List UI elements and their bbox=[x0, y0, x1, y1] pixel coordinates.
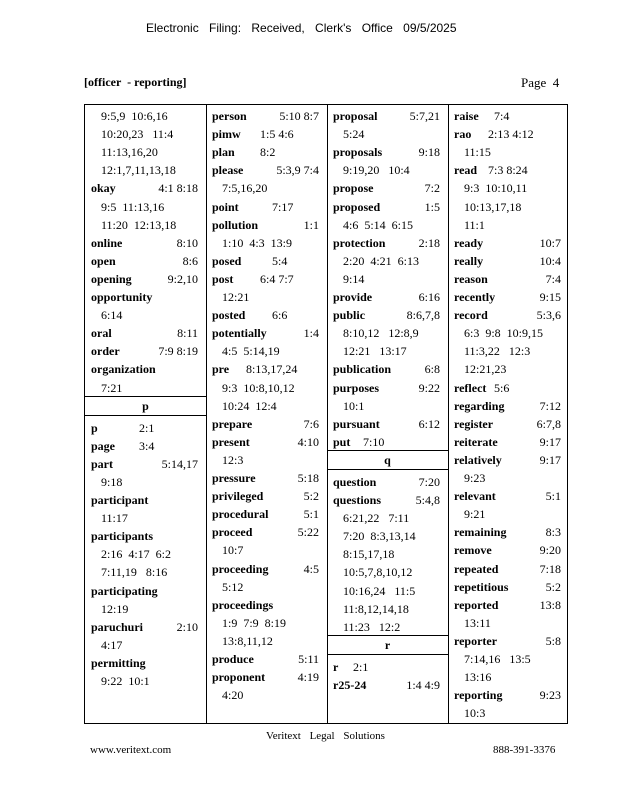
index-entry bbox=[212, 360, 323, 378]
index-entry bbox=[91, 252, 202, 270]
index-term: proceed bbox=[212, 525, 253, 540]
index-term: point bbox=[212, 199, 239, 214]
page-line-refs: 10:7 bbox=[539, 235, 561, 250]
index-entry bbox=[91, 419, 202, 437]
index-column bbox=[327, 105, 448, 723]
index-term: permitting bbox=[91, 655, 146, 670]
word-index-grid bbox=[84, 104, 568, 724]
page-line-refs: 8:11 bbox=[177, 326, 198, 341]
page-line-refs: 12:21 13:17 bbox=[343, 344, 407, 359]
page-line-refs: 11:23 12:2 bbox=[343, 619, 401, 634]
index-entry bbox=[333, 107, 444, 125]
index-term: relatively bbox=[454, 452, 502, 467]
page-line-refs: 7:5,16,20 bbox=[222, 181, 268, 196]
page-line-refs: 7:18 bbox=[539, 561, 561, 576]
index-term: repetitious bbox=[454, 579, 509, 594]
page-line-refs: 9:17 bbox=[539, 452, 561, 467]
index-entry bbox=[212, 216, 323, 234]
page-line-refs: 5:2 bbox=[545, 579, 561, 594]
index-term: raise bbox=[454, 109, 479, 123]
index-entry bbox=[333, 491, 444, 509]
page-line-refs: 9:19,20 10:4 bbox=[343, 163, 410, 178]
page-line-refs: 13:11 bbox=[464, 615, 491, 630]
page-line-refs: 7:12 bbox=[539, 398, 561, 413]
index-entry bbox=[212, 560, 323, 578]
page-line-refs: 6:3 9:8 10:9,15 bbox=[464, 326, 544, 341]
index-term: questions bbox=[333, 493, 382, 507]
page-line-refs: 6:14 bbox=[101, 308, 123, 323]
page-line-refs: 2:20 4:21 6:13 bbox=[343, 253, 420, 268]
index-entry bbox=[454, 541, 565, 559]
letter-heading: q bbox=[327, 450, 448, 470]
page-line-refs: 5:8 bbox=[545, 633, 561, 648]
page-line-refs: 9:22 bbox=[418, 380, 440, 395]
index-term: potentially bbox=[212, 326, 267, 341]
index-term: posted bbox=[212, 308, 246, 323]
page-line-refs: 11:17 bbox=[101, 511, 128, 526]
index-term: remaining bbox=[454, 525, 507, 540]
page-line-refs: 4:19 bbox=[297, 670, 319, 685]
page-line-refs: 8:10 bbox=[176, 235, 198, 250]
index-term: pimw bbox=[212, 127, 241, 142]
index-entry bbox=[212, 596, 323, 614]
index-entry bbox=[333, 288, 444, 306]
index-term: proceedings bbox=[212, 597, 274, 612]
index-entry bbox=[212, 161, 323, 179]
page-line-refs: 1:1 bbox=[303, 217, 319, 232]
page-line-refs: 4:10 bbox=[297, 434, 319, 449]
page-line-refs: 1:4 bbox=[303, 326, 319, 341]
page-line-refs: 9:17 bbox=[539, 434, 561, 449]
index-term: open bbox=[91, 253, 116, 268]
index-entry bbox=[91, 527, 202, 545]
index-entry bbox=[333, 234, 444, 252]
index-term: question bbox=[333, 474, 377, 489]
index-term: proposed bbox=[333, 199, 381, 214]
index-entry bbox=[212, 143, 323, 161]
index-term: posed bbox=[212, 253, 242, 268]
index-term: p bbox=[91, 420, 98, 435]
index-entry bbox=[454, 451, 565, 469]
index-entry bbox=[333, 473, 444, 491]
page-line-refs: 8:13,17,24 bbox=[246, 362, 298, 377]
index-entry bbox=[212, 433, 323, 451]
page-line-refs: 1:5 bbox=[424, 199, 440, 214]
index-term: r25-24 bbox=[333, 677, 367, 692]
index-entry bbox=[212, 650, 323, 668]
index-entry bbox=[454, 288, 565, 306]
index-term: protection bbox=[333, 235, 386, 250]
page-line-refs: 7:14,16 13:5 bbox=[464, 652, 531, 666]
index-entry bbox=[454, 397, 565, 415]
index-entry bbox=[91, 618, 202, 636]
page-line-refs: 13:8,11,12 bbox=[222, 633, 273, 648]
page-line-refs: 1:10 4:3 13:9 bbox=[222, 235, 293, 250]
page-line-refs: 9:2,10 bbox=[167, 271, 198, 286]
index-column bbox=[85, 105, 206, 723]
index-entry bbox=[91, 455, 202, 473]
page-line-refs: 13:8 bbox=[539, 597, 561, 612]
index-entry bbox=[454, 596, 565, 614]
page-line-refs: 10:4 bbox=[539, 253, 561, 268]
index-term: reporting bbox=[454, 688, 503, 703]
page-line-refs: 2:1 bbox=[353, 659, 369, 674]
index-entry bbox=[91, 491, 202, 509]
page-line-refs: 7:9 8:19 bbox=[158, 344, 198, 359]
page-line-refs: 9:14 bbox=[343, 271, 365, 286]
page-line-refs: 4:6 5:14 6:15 bbox=[343, 217, 414, 232]
index-term: privileged bbox=[212, 489, 264, 504]
index-entry bbox=[91, 324, 202, 342]
index-term: ready bbox=[454, 235, 484, 250]
index-entry bbox=[212, 668, 323, 686]
page-line-refs: 9:23 bbox=[539, 688, 561, 703]
page-line-refs: 6:16 bbox=[418, 290, 440, 304]
page-line-refs: 10:7 bbox=[222, 543, 244, 558]
index-entry bbox=[454, 270, 565, 288]
page-line-refs: 5:4 bbox=[272, 253, 288, 268]
page-line-refs: 4:5 bbox=[303, 561, 319, 576]
page-line-refs: 9:5 11:13,16 bbox=[101, 199, 165, 214]
index-entry bbox=[454, 125, 565, 143]
index-entry bbox=[454, 234, 565, 252]
footer-phone: 888-391-3376 bbox=[493, 744, 556, 756]
index-entry bbox=[212, 306, 323, 324]
page-line-refs: 5:3,9 7:4 bbox=[276, 163, 319, 178]
index-entry bbox=[212, 270, 323, 288]
page-line-refs: 4:1 8:18 bbox=[158, 181, 198, 196]
index-term: proposal bbox=[333, 109, 378, 123]
index-entry bbox=[91, 360, 202, 378]
index-term: propose bbox=[333, 181, 374, 196]
index-term: opportunity bbox=[91, 290, 153, 304]
page-line-refs: 10:20,23 11:4 bbox=[101, 127, 174, 142]
index-entry bbox=[212, 107, 323, 125]
page-line-refs: 5:11 bbox=[298, 652, 319, 666]
page-line-refs: 5:7,21 bbox=[409, 109, 440, 123]
index-entry bbox=[212, 523, 323, 541]
index-term: pre bbox=[212, 362, 230, 377]
index-entry bbox=[333, 658, 444, 676]
index-entry bbox=[454, 161, 565, 179]
page-line-refs: 9:18 bbox=[418, 145, 440, 160]
page-line-refs: 2:10 bbox=[176, 619, 198, 634]
page-line-refs: 5:24 bbox=[343, 127, 365, 142]
index-term: relevant bbox=[454, 489, 496, 504]
index-entry bbox=[91, 654, 202, 672]
page-line-refs: 7:4 bbox=[545, 271, 561, 286]
index-term: procedural bbox=[212, 507, 269, 522]
page-line-refs: 8:15,17,18 bbox=[343, 547, 395, 562]
index-term: pressure bbox=[212, 471, 256, 485]
index-entry bbox=[454, 560, 565, 578]
page-line-refs: 13:16 bbox=[464, 670, 492, 685]
index-term: reiterate bbox=[454, 434, 498, 449]
filing-stamp: Electronic Filing: Received, Clerk's Office 09/5/2025 bbox=[146, 21, 457, 35]
index-term: participants bbox=[91, 529, 154, 544]
page-line-refs: 12:21,23 bbox=[464, 362, 507, 377]
page-line-refs: 10:1 bbox=[343, 398, 365, 413]
page-line-refs: 1:9 7:9 8:19 bbox=[222, 615, 287, 630]
page-line-refs: 4:17 bbox=[101, 637, 123, 652]
index-term: read bbox=[454, 163, 478, 178]
page-line-refs: 10:24 12:4 bbox=[222, 398, 277, 413]
footer-company: Veritext Legal Solutions bbox=[266, 730, 385, 742]
index-term: reason bbox=[454, 271, 488, 286]
index-term: proposals bbox=[333, 145, 383, 160]
page-line-refs: 8:10,12 12:8,9 bbox=[343, 326, 419, 341]
index-term: record bbox=[454, 308, 488, 323]
page-line-refs: 5:4,8 bbox=[415, 493, 440, 507]
index-entry bbox=[333, 676, 444, 694]
page-line-refs: 5:1 bbox=[303, 507, 319, 522]
page-line-refs: 6:4 7:7 bbox=[260, 271, 294, 286]
index-term: okay bbox=[91, 181, 116, 196]
index-entry bbox=[212, 487, 323, 505]
page-line-refs: 2:18 bbox=[418, 235, 440, 250]
page-line-refs: 11:20 12:13,18 bbox=[101, 217, 177, 232]
index-entry bbox=[454, 306, 565, 324]
page-line-refs: 10:5,7,8,10,12 bbox=[343, 565, 413, 580]
index-term: online bbox=[91, 235, 123, 250]
index-term: opening bbox=[91, 271, 132, 286]
index-entry bbox=[454, 252, 565, 270]
page-line-refs: 11:13,16,20 bbox=[101, 145, 158, 160]
page-line-refs: 5:1 bbox=[545, 489, 561, 504]
index-term: pollution bbox=[212, 217, 259, 232]
page-line-refs: 7:20 bbox=[418, 474, 440, 489]
index-term: part bbox=[91, 456, 113, 471]
index-term: proceeding bbox=[212, 561, 269, 576]
page-line-refs: 3:4 bbox=[139, 438, 155, 453]
page-line-refs: 5:18 bbox=[297, 471, 319, 485]
index-term: prepare bbox=[212, 416, 253, 431]
index-term: really bbox=[454, 253, 484, 268]
index-term: proponent bbox=[212, 670, 266, 685]
page-line-refs: 6:21,22 7:11 bbox=[343, 511, 410, 526]
index-term: r bbox=[333, 659, 339, 674]
page-line-refs: 5:12 bbox=[222, 579, 244, 594]
index-entry bbox=[91, 270, 202, 288]
page-line-refs: 11:15 bbox=[464, 145, 491, 160]
page-line-refs: 11:1 bbox=[464, 217, 485, 232]
letter-heading: r bbox=[327, 635, 448, 655]
page-line-refs: 2:13 4:12 bbox=[488, 127, 534, 142]
page-line-refs: 7:20 8:3,13,14 bbox=[343, 529, 416, 544]
index-entry bbox=[454, 379, 565, 397]
index-entry bbox=[333, 179, 444, 197]
index-term: produce bbox=[212, 652, 254, 666]
index-column bbox=[448, 105, 569, 723]
index-entry bbox=[212, 324, 323, 342]
page-line-refs: 11:3,22 12:3 bbox=[464, 344, 531, 359]
index-entry bbox=[91, 437, 202, 455]
page-line-refs: 2:1 bbox=[139, 420, 155, 435]
page-line-refs: 6:6 bbox=[272, 308, 288, 323]
page-line-refs: 7:11,19 8:16 bbox=[101, 565, 168, 580]
index-term: put bbox=[333, 434, 351, 449]
page-line-refs: 5:3,6 bbox=[536, 308, 561, 323]
index-entry bbox=[454, 487, 565, 505]
page-line-refs: 9:21 bbox=[464, 507, 486, 522]
index-term: participating bbox=[91, 583, 158, 598]
index-entry bbox=[212, 125, 323, 143]
page-line-refs: 5:22 bbox=[297, 525, 319, 540]
index-term: plan bbox=[212, 145, 235, 160]
index-term: paruchuri bbox=[91, 619, 144, 634]
index-term: repeated bbox=[454, 561, 499, 576]
index-entry bbox=[454, 433, 565, 451]
page-line-refs: 9:22 10:1 bbox=[101, 674, 150, 688]
page-line-refs: 7:21 bbox=[101, 380, 123, 395]
page-line-refs: 7:17 bbox=[272, 199, 294, 214]
index-entry bbox=[333, 198, 444, 216]
page-line-refs: 8:2 bbox=[260, 145, 276, 160]
index-entry bbox=[333, 415, 444, 433]
index-entry bbox=[454, 415, 565, 433]
index-term: rao bbox=[454, 127, 472, 142]
page-line-refs: 12:3 bbox=[222, 452, 244, 467]
index-entry bbox=[333, 360, 444, 378]
index-term: purposes bbox=[333, 380, 380, 395]
index-term: publication bbox=[333, 362, 392, 377]
index-entry bbox=[91, 288, 202, 306]
index-term: order bbox=[91, 344, 120, 359]
index-entry bbox=[212, 415, 323, 433]
index-range: [officer - reporting] bbox=[84, 75, 187, 89]
index-term: pursuant bbox=[333, 416, 380, 431]
index-term: present bbox=[212, 434, 250, 449]
page-line-refs: 7:6 bbox=[303, 416, 319, 431]
footer-website: www.veritext.com bbox=[90, 744, 172, 756]
page-line-refs: 12:1,7,11,13,18 bbox=[101, 163, 176, 178]
index-term: post bbox=[212, 271, 234, 286]
index-term: regarding bbox=[454, 398, 505, 413]
index-entry bbox=[212, 252, 323, 270]
page-line-refs: 6:7,8 bbox=[536, 416, 561, 431]
index-entry bbox=[333, 433, 444, 451]
index-column bbox=[206, 105, 327, 723]
page-line-refs: 4:20 bbox=[222, 688, 244, 703]
index-term: please bbox=[212, 163, 244, 178]
index-term: provide bbox=[333, 290, 373, 304]
page-line-refs: 11:8,12,14,18 bbox=[343, 601, 409, 616]
index-entry bbox=[91, 582, 202, 600]
index-term: organization bbox=[91, 362, 156, 377]
index-term: public bbox=[333, 308, 366, 323]
index-entry bbox=[212, 505, 323, 523]
page-line-refs: 7:10 bbox=[363, 434, 385, 449]
index-entry bbox=[454, 632, 565, 650]
index-term: person bbox=[212, 109, 247, 123]
page-line-refs: 9:5,9 10:6,16 bbox=[101, 109, 168, 123]
index-term: register bbox=[454, 416, 494, 431]
index-entry bbox=[91, 342, 202, 360]
page-line-refs: 2:16 4:17 6:2 bbox=[101, 547, 172, 562]
page-line-refs: 9:20 bbox=[539, 543, 561, 558]
page-line-refs: 10:3 bbox=[464, 706, 486, 721]
page-line-refs: 5:2 bbox=[303, 489, 319, 504]
index-entry bbox=[454, 578, 565, 596]
letter-heading: p bbox=[85, 396, 206, 416]
index-term: reflect bbox=[454, 380, 487, 395]
index-entry bbox=[91, 179, 202, 197]
index-term: page bbox=[91, 438, 115, 453]
page-line-refs: 8:3 bbox=[545, 525, 561, 540]
index-entry bbox=[333, 143, 444, 161]
page-line-refs: 4:5 5:14,19 bbox=[222, 344, 280, 359]
page-line-refs: 5:6 bbox=[494, 380, 510, 395]
page-line-refs: 8:6 bbox=[182, 253, 198, 268]
page-line-refs: 6:8 bbox=[424, 362, 440, 377]
page-line-refs: 12:19 bbox=[101, 601, 129, 616]
index-entry bbox=[212, 198, 323, 216]
page-line-refs: 9:15 bbox=[539, 290, 561, 304]
index-term: oral bbox=[91, 326, 112, 341]
page-line-refs: 12:21 bbox=[222, 290, 250, 304]
index-entry bbox=[91, 234, 202, 252]
page-line-refs: 9:23 bbox=[464, 471, 486, 485]
index-entry bbox=[333, 306, 444, 324]
page-line-refs: 9:3 10:8,10,12 bbox=[222, 380, 295, 395]
index-entry bbox=[454, 523, 565, 541]
page-number: Page 4 bbox=[521, 75, 560, 90]
page-line-refs: 6:12 bbox=[418, 416, 440, 431]
index-term: reported bbox=[454, 597, 499, 612]
index-entry bbox=[212, 469, 323, 487]
page-line-refs: 7:2 bbox=[424, 181, 440, 196]
index-entry bbox=[454, 686, 565, 704]
index-term: remove bbox=[454, 543, 492, 558]
page-line-refs: 1:5 4:6 bbox=[260, 127, 294, 142]
index-entry bbox=[333, 379, 444, 397]
page-line-refs: 8:6,7,8 bbox=[406, 308, 440, 323]
index-entry bbox=[454, 107, 565, 125]
page-line-refs: 1:4 4:9 bbox=[406, 677, 440, 692]
page-line-refs: 5:14,17 bbox=[161, 456, 198, 471]
index-term: participant bbox=[91, 493, 149, 507]
page-line-refs: 9:3 10:10,11 bbox=[464, 181, 528, 196]
page-line-refs: 7:3 8:24 bbox=[488, 163, 528, 178]
page-line-refs: 5:10 8:7 bbox=[279, 109, 319, 123]
page-line-refs: 10:16,24 11:5 bbox=[343, 583, 416, 598]
index-term: reporter bbox=[454, 633, 498, 648]
page-line-refs: 9:18 bbox=[101, 474, 123, 489]
page-line-refs: 10:13,17,18 bbox=[464, 199, 522, 214]
page-line-refs: 7:4 bbox=[494, 109, 510, 123]
index-term: recently bbox=[454, 290, 496, 304]
